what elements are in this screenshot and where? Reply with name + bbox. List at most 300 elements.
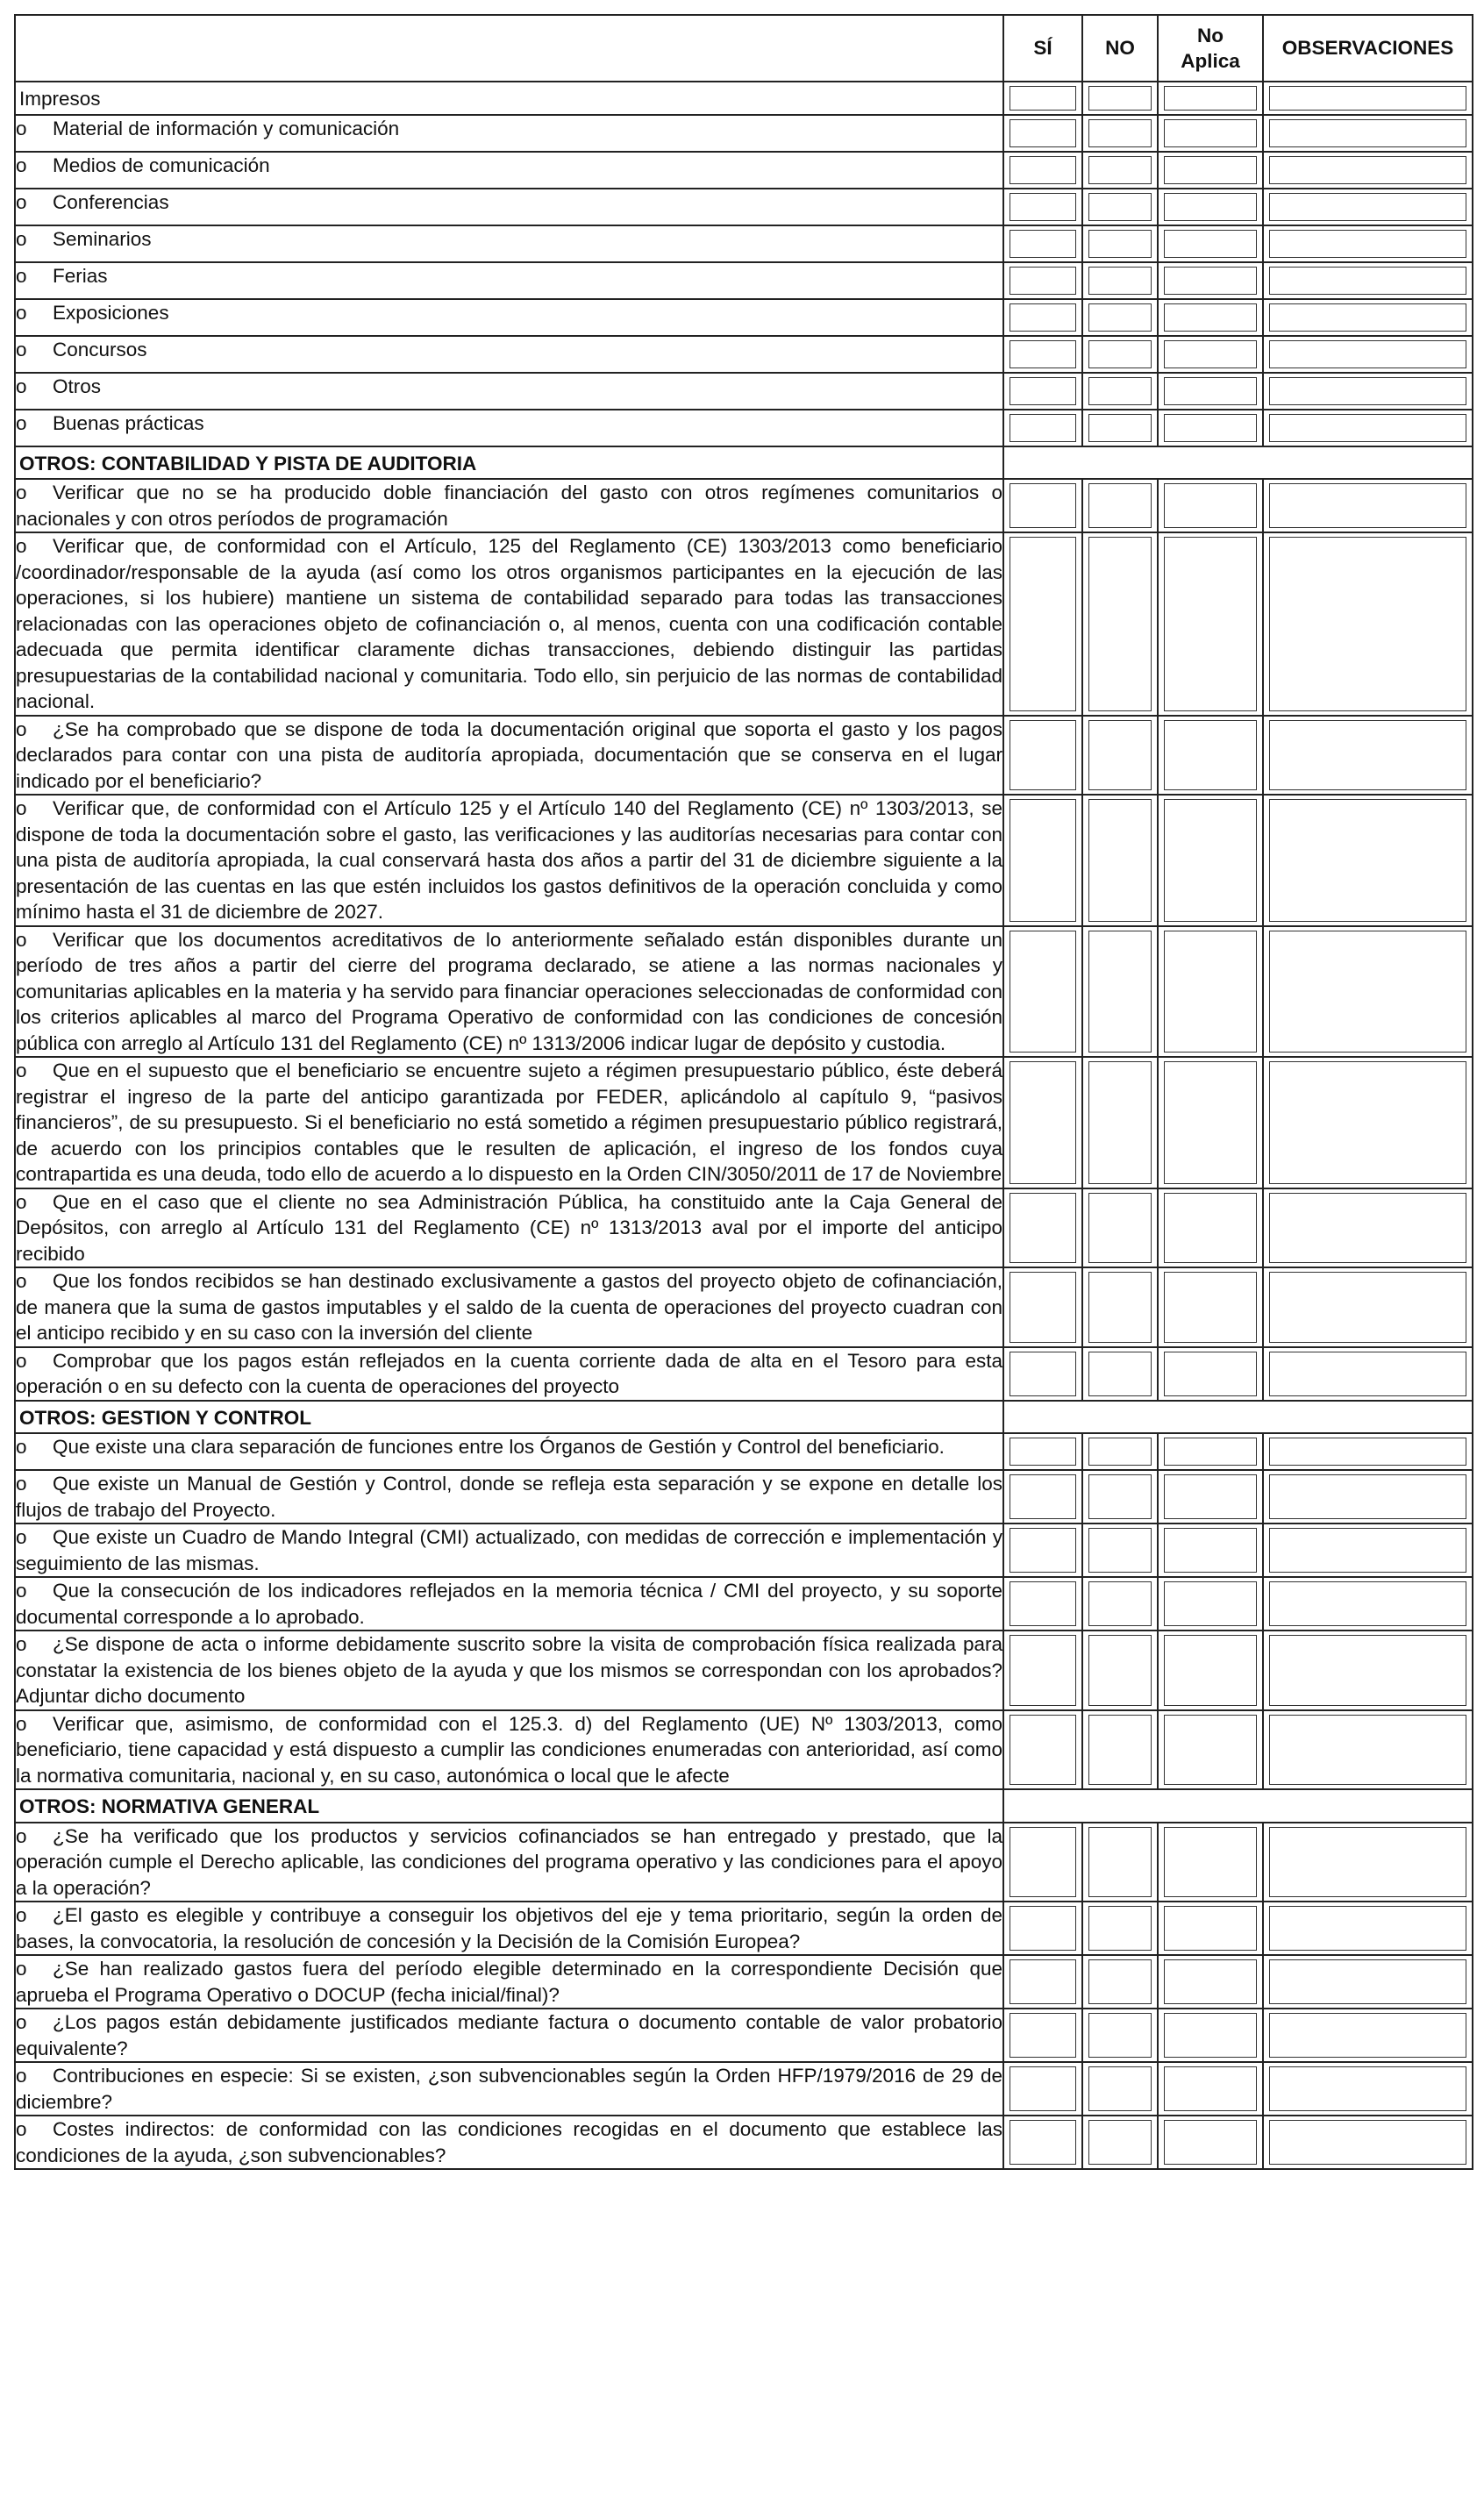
checklist-item-text: Que la consecución de los indicadores reflejados en la memoria técnica / CMI del proyecto, y su soporte documental corresponde a lo aprobado. (16, 1580, 1002, 1628)
answer-box-no[interactable] (1088, 1272, 1152, 1343)
answer-box-si[interactable] (1010, 119, 1076, 147)
answer-box-obs[interactable] (1269, 193, 1466, 221)
answer-cell-obs[interactable] (1263, 716, 1473, 796)
answer-cell-na[interactable] (1158, 299, 1263, 336)
bullet-icon: o (16, 190, 27, 213)
answer-cell-si[interactable] (1003, 1524, 1082, 1577)
answer-cell-no[interactable] (1082, 1433, 1158, 1470)
answer-box-no[interactable] (1088, 1635, 1152, 1706)
answer-box-obs[interactable] (1269, 1474, 1466, 1519)
answer-box-si[interactable] (1010, 156, 1076, 184)
answer-cell-obs[interactable] (1263, 1577, 1473, 1631)
answer-box-si[interactable] (1010, 2120, 1076, 2165)
answer-cell-si[interactable] (1003, 299, 1082, 336)
answer-box-obs[interactable] (1269, 2120, 1466, 2165)
answer-box-obs[interactable] (1269, 1827, 1466, 1898)
answer-cell-obs[interactable] (1263, 152, 1473, 189)
answer-box-si[interactable] (1010, 2013, 1076, 2058)
bullet-icon: o (16, 153, 27, 176)
answer-cell-na[interactable] (1158, 926, 1263, 1058)
answer-box-no[interactable] (1088, 1959, 1152, 2004)
answer-cell-no[interactable] (1082, 1267, 1158, 1347)
checklist-item-text: Verificar que, de conformidad con el Artículo 125 y el Artículo 140 del Reglamento (CE) nº 1303/2013, se dispone de toda la documentación sobre el gasto, las verificaciones y las auditorías necesarias para contar con una pista de auditoría apropiada, la cual conservará hasta dos años a partir del 31 de diciembre siguiente a la presentación de las cuentas en las que estén incluidos los gastos definitivos de la operación concluida y como mínimo hasta el 31 de diciembre de 2027. (16, 797, 1002, 923)
answer-cell-na[interactable] (1158, 479, 1263, 532)
answer-box-obs[interactable] (1269, 1438, 1466, 1466)
answer-box-obs[interactable] (1269, 303, 1466, 332)
checklist-item-text-cell (15, 1188, 1003, 1268)
checklist-item-text-cell (15, 1631, 1003, 1710)
answer-box-na[interactable] (1164, 1635, 1257, 1706)
bullet-icon: o (16, 338, 27, 360)
answer-box-no[interactable] (1088, 1474, 1152, 1519)
answer-cell-na[interactable] (1158, 2009, 1263, 2062)
answer-box-no[interactable] (1088, 303, 1152, 332)
answer-cell-no[interactable] (1082, 410, 1158, 446)
answer-cell-no[interactable] (1082, 1902, 1158, 1955)
answer-box-obs[interactable] (1269, 86, 1466, 111)
answer-cell-obs[interactable] (1263, 225, 1473, 262)
answer-cell-no[interactable] (1082, 2062, 1158, 2116)
answer-cell-no[interactable] (1082, 1823, 1158, 1902)
answer-cell-si[interactable] (1003, 115, 1082, 152)
answer-box-no[interactable] (1088, 483, 1152, 528)
answer-box-si[interactable] (1010, 377, 1076, 405)
answer-cell-no[interactable] (1082, 1188, 1158, 1268)
answer-cell-no[interactable] (1082, 115, 1158, 152)
answer-cell-si[interactable] (1003, 2062, 1082, 2116)
answer-box-na[interactable] (1164, 1272, 1257, 1343)
answer-cell-no[interactable] (1082, 189, 1158, 225)
answer-box-na[interactable] (1164, 1715, 1257, 1786)
checklist-item-text: ¿Se ha verificado que los productos y servicios cofinanciados se han entregado y prestado, que la operación cumple el Derecho aplicable, las condiciones del programa operativo y las condiciones para el apoyo a la operación? (16, 1824, 1002, 1899)
answer-cell-obs[interactable] (1263, 2116, 1473, 2169)
answer-cell-obs[interactable] (1263, 262, 1473, 299)
checklist-item-text-cell (15, 336, 1003, 373)
answer-box-obs[interactable] (1269, 377, 1466, 405)
answer-cell-si[interactable] (1003, 2009, 1082, 2062)
answer-box-obs[interactable] (1269, 340, 1466, 368)
bullet-icon: o (16, 1190, 27, 1213)
answer-cell-obs[interactable] (1263, 373, 1473, 410)
answer-cell-obs[interactable] (1263, 1955, 1473, 2009)
answer-box-no[interactable] (1088, 1438, 1152, 1466)
answer-cell-obs[interactable] (1263, 1823, 1473, 1902)
answer-box-no[interactable] (1088, 2120, 1152, 2165)
answer-box-no[interactable] (1088, 720, 1152, 791)
checklist-item-row (15, 336, 1473, 373)
checklist-item-row (15, 373, 1473, 410)
answer-cell-obs[interactable] (1263, 1267, 1473, 1347)
answer-cell-no[interactable] (1082, 795, 1158, 926)
answer-cell-no[interactable] (1082, 82, 1158, 115)
answer-cell-no[interactable] (1082, 479, 1158, 532)
answer-box-na[interactable] (1164, 1061, 1257, 1184)
answer-box-obs[interactable] (1269, 1352, 1466, 1396)
answer-box-obs[interactable] (1269, 1193, 1466, 1264)
answer-box-si[interactable] (1010, 1438, 1076, 1466)
answer-box-si[interactable] (1010, 720, 1076, 791)
answer-box-obs[interactable] (1269, 720, 1466, 791)
answer-box-obs[interactable] (1269, 483, 1466, 528)
answer-cell-obs[interactable] (1263, 1710, 1473, 1790)
answer-box-si[interactable] (1010, 1061, 1076, 1184)
answer-box-na[interactable] (1164, 156, 1257, 184)
answer-cell-na[interactable] (1158, 225, 1263, 262)
checklist-item-text: ¿El gasto es elegible y contribuye a conseguir los objetivos del eje y tema prioritario, según la orden de bases, la convocatoria, la resolución de concesión y la Decisión de la Comisión Europea? (16, 1904, 1002, 1952)
answer-cell-na[interactable] (1158, 1577, 1263, 1631)
answer-box-na[interactable] (1164, 2013, 1257, 2058)
answer-box-si[interactable] (1010, 193, 1076, 221)
answer-cell-na[interactable] (1158, 1267, 1263, 1347)
answer-box-si[interactable] (1010, 1906, 1076, 1951)
answer-cell-no[interactable] (1082, 1347, 1158, 1401)
answer-box-no[interactable] (1088, 799, 1152, 922)
answer-box-no[interactable] (1088, 193, 1152, 221)
checklist-item-text: Contribuciones en especie: Si se existen, ¿son subvencionables según la Orden HFP/1979/2016 de 29 de diciembre? (16, 2065, 1002, 2113)
answer-box-no[interactable] (1088, 1193, 1152, 1264)
answer-box-si[interactable] (1010, 1635, 1076, 1706)
answer-cell-si[interactable] (1003, 410, 1082, 446)
answer-box-obs[interactable] (1269, 230, 1466, 258)
answer-cell-obs[interactable] (1263, 479, 1473, 532)
answer-cell-si[interactable] (1003, 1631, 1082, 1710)
answer-cell-obs[interactable] (1263, 299, 1473, 336)
answer-box-si[interactable] (1010, 1193, 1076, 1264)
answer-cell-si[interactable] (1003, 1267, 1082, 1347)
answer-cell-no[interactable] (1082, 299, 1158, 336)
answer-cell-no[interactable] (1082, 2116, 1158, 2169)
answer-cell-si[interactable] (1003, 1955, 1082, 2009)
answer-cell-na[interactable] (1158, 1631, 1263, 1710)
answer-box-si[interactable] (1010, 1474, 1076, 1519)
answer-cell-obs[interactable] (1263, 1347, 1473, 1401)
answer-cell-si[interactable] (1003, 716, 1082, 796)
answer-cell-na[interactable] (1158, 1524, 1263, 1577)
answer-box-na[interactable] (1164, 1906, 1257, 1951)
answer-box-na[interactable] (1164, 86, 1257, 111)
answer-box-si[interactable] (1010, 303, 1076, 332)
answer-box-si[interactable] (1010, 2066, 1076, 2111)
answer-cell-si[interactable] (1003, 532, 1082, 716)
answer-box-na[interactable] (1164, 1193, 1257, 1264)
answer-box-si[interactable] (1010, 1272, 1076, 1343)
answer-box-si[interactable] (1010, 1959, 1076, 2004)
checklist-item-text: ¿Se dispone de acta o informe debidamente suscrito sobre la visita de comprobación física realizada para constatar la existencia de los bienes objeto de la ayuda y que los mismos se correspondan con los aprobados? Adjuntar dicho documento (16, 1633, 1002, 1707)
answer-cell-na[interactable] (1158, 1057, 1263, 1188)
answer-box-no[interactable] (1088, 2013, 1152, 2058)
answer-cell-na[interactable] (1158, 1823, 1263, 1902)
checklist-item-row (15, 1955, 1473, 2009)
checklist-page (14, 14, 1472, 2170)
answer-cell-obs[interactable] (1263, 1188, 1473, 1268)
answer-cell-na[interactable] (1158, 2116, 1263, 2169)
answer-cell-na[interactable] (1158, 1188, 1263, 1268)
answer-box-na[interactable] (1164, 2120, 1257, 2165)
answer-box-obs[interactable] (1269, 1061, 1466, 1184)
answer-box-na[interactable] (1164, 303, 1257, 332)
answer-box-no[interactable] (1088, 119, 1152, 147)
header-si: SÍ (1003, 15, 1082, 82)
answer-box-si[interactable] (1010, 931, 1076, 1053)
answer-box-na[interactable] (1164, 1474, 1257, 1519)
answer-box-no[interactable] (1088, 1827, 1152, 1898)
answer-cell-si[interactable] (1003, 152, 1082, 189)
answer-box-na[interactable] (1164, 931, 1257, 1053)
answer-cell-no[interactable] (1082, 926, 1158, 1058)
answer-box-no[interactable] (1088, 267, 1152, 295)
answer-box-obs[interactable] (1269, 156, 1466, 184)
answer-cell-obs[interactable] (1263, 1470, 1473, 1524)
answer-cell-na[interactable] (1158, 1433, 1263, 1470)
answer-cell-no[interactable] (1082, 1524, 1158, 1577)
checklist-item-text: Conferencias (53, 190, 169, 213)
answer-cell-obs[interactable] (1263, 1902, 1473, 1955)
checklist-item-row (15, 716, 1473, 796)
answer-box-na[interactable] (1164, 193, 1257, 221)
checklist-item-text: Que en el caso que el cliente no sea Administración Pública, ha constituido ante la Caja General de Depósitos, con arreglo al Artículo 131 del Reglamento (CE) nº 1313/2013 aval por el importe del anticipo recibido (16, 1190, 1002, 1265)
header-no-aplica-line1: No (1197, 24, 1224, 46)
checklist-item-row (15, 1188, 1473, 1268)
answer-box-no[interactable] (1088, 1715, 1152, 1786)
answer-cell-obs[interactable] (1263, 82, 1473, 115)
answer-cell-obs[interactable] (1263, 1057, 1473, 1188)
answer-cell-na[interactable] (1158, 373, 1263, 410)
answer-box-obs[interactable] (1269, 1581, 1466, 1626)
answer-box-obs[interactable] (1269, 1635, 1466, 1706)
answer-cell-si[interactable] (1003, 1823, 1082, 1902)
answer-box-obs[interactable] (1269, 2013, 1466, 2058)
answer-box-na[interactable] (1164, 414, 1257, 442)
answer-cell-no[interactable] (1082, 1710, 1158, 1790)
checklist-item-row (15, 1577, 1473, 1631)
answer-cell-no[interactable] (1082, 2009, 1158, 2062)
bullet-icon: o (16, 2118, 27, 2140)
answer-cell-obs[interactable] (1263, 336, 1473, 373)
answer-cell-na[interactable] (1158, 410, 1263, 446)
answer-box-na[interactable] (1164, 483, 1257, 528)
answer-box-si[interactable] (1010, 483, 1076, 528)
checklist-item-text: Verificar que, asimismo, de conformidad con el 125.3. d) del Reglamento (UE) Nº 1303/2013, como beneficiario, tiene capacidad y está dispuesto a cumplir las condiciones enumeradas con anterioridad, así como la normativa comunitaria, nacional y, en su caso, autonómica o local que le afecte (16, 1712, 1002, 1787)
section-fill-cell (1003, 1401, 1473, 1434)
answer-box-na[interactable] (1164, 1438, 1257, 1466)
answer-box-obs[interactable] (1269, 1272, 1466, 1343)
answer-cell-na[interactable] (1158, 795, 1263, 926)
bullet-icon: o (16, 227, 27, 250)
answer-box-na[interactable] (1164, 720, 1257, 791)
answer-box-no[interactable] (1088, 1352, 1152, 1396)
answer-box-obs[interactable] (1269, 1959, 1466, 2004)
answer-box-na[interactable] (1164, 1959, 1257, 2004)
answer-cell-si[interactable] (1003, 262, 1082, 299)
answer-cell-na[interactable] (1158, 1710, 1263, 1790)
answer-box-na[interactable] (1164, 340, 1257, 368)
checklist-item-text: Que existe una clara separación de funciones entre los Órganos de Gestión y Control del beneficiario. (53, 1436, 945, 1458)
answer-box-si[interactable] (1010, 267, 1076, 295)
answer-cell-si[interactable] (1003, 82, 1082, 115)
answer-box-no[interactable] (1088, 1528, 1152, 1573)
answer-cell-no[interactable] (1082, 152, 1158, 189)
answer-box-si[interactable] (1010, 1715, 1076, 1786)
bullet-icon: o (16, 797, 27, 819)
answer-box-obs[interactable] (1269, 414, 1466, 442)
checklist-item-text-cell (15, 410, 1003, 446)
answer-cell-na[interactable] (1158, 532, 1263, 716)
bullet-icon: o (16, 301, 27, 324)
answer-cell-obs[interactable] (1263, 2009, 1473, 2062)
answer-box-no[interactable] (1088, 1581, 1152, 1626)
answer-box-obs[interactable] (1269, 537, 1466, 711)
answer-cell-na[interactable] (1158, 189, 1263, 225)
answer-box-no[interactable] (1088, 931, 1152, 1053)
answer-cell-obs[interactable] (1263, 115, 1473, 152)
answer-cell-no[interactable] (1082, 716, 1158, 796)
checklist-item-text-cell (15, 189, 1003, 225)
section-title: OTROS: GESTION Y CONTROL (15, 1401, 1003, 1434)
answer-cell-si[interactable] (1003, 479, 1082, 532)
checklist-item-text-cell (15, 152, 1003, 189)
answer-cell-na[interactable] (1158, 1902, 1263, 1955)
answer-cell-na[interactable] (1158, 336, 1263, 373)
answer-cell-na[interactable] (1158, 152, 1263, 189)
table-header-row (15, 15, 1473, 82)
answer-cell-si[interactable] (1003, 1470, 1082, 1524)
answer-box-obs[interactable] (1269, 1906, 1466, 1951)
answer-box-no[interactable] (1088, 2066, 1152, 2111)
answer-cell-si[interactable] (1003, 225, 1082, 262)
bullet-icon: o (16, 1436, 27, 1458)
answer-cell-na[interactable] (1158, 82, 1263, 115)
answer-cell-no[interactable] (1082, 1577, 1158, 1631)
answer-box-na[interactable] (1164, 799, 1257, 922)
answer-cell-obs[interactable] (1263, 1524, 1473, 1577)
answer-cell-obs[interactable] (1263, 1433, 1473, 1470)
checklist-item-text: Otros (53, 375, 102, 397)
answer-box-no[interactable] (1088, 86, 1152, 111)
answer-box-si[interactable] (1010, 414, 1076, 442)
answer-box-si[interactable] (1010, 537, 1076, 711)
answer-box-na[interactable] (1164, 267, 1257, 295)
checklist-item-text: Seminarios (53, 227, 152, 250)
answer-box-no[interactable] (1088, 1906, 1152, 1951)
answer-cell-si[interactable] (1003, 1710, 1082, 1790)
answer-box-obs[interactable] (1269, 1528, 1466, 1573)
checklist-item-text-cell (15, 373, 1003, 410)
answer-cell-si[interactable] (1003, 926, 1082, 1058)
answer-box-obs[interactable] (1269, 267, 1466, 295)
answer-cell-no[interactable] (1082, 1631, 1158, 1710)
answer-box-no[interactable] (1088, 414, 1152, 442)
answer-cell-no[interactable] (1082, 262, 1158, 299)
checklist-item-row (15, 479, 1473, 532)
answer-cell-si[interactable] (1003, 1188, 1082, 1268)
answer-cell-na[interactable] (1158, 1955, 1263, 2009)
answer-cell-si[interactable] (1003, 1433, 1082, 1470)
answer-cell-no[interactable] (1082, 225, 1158, 262)
answer-cell-no[interactable] (1082, 373, 1158, 410)
answer-box-na[interactable] (1164, 1581, 1257, 1626)
answer-cell-obs[interactable] (1263, 532, 1473, 716)
checklist-item-text: Que existe un Cuadro de Mando Integral (CMI) actualizado, con medidas de corrección e implementación y seguimiento de las mismas. (16, 1526, 1002, 1574)
answer-cell-si[interactable] (1003, 2116, 1082, 2169)
answer-cell-no[interactable] (1082, 1470, 1158, 1524)
answer-cell-obs[interactable] (1263, 410, 1473, 446)
answer-box-na[interactable] (1164, 377, 1257, 405)
answer-box-na[interactable] (1164, 230, 1257, 258)
checklist-item-row (15, 299, 1473, 336)
answer-box-si[interactable] (1010, 1352, 1076, 1396)
answer-cell-na[interactable] (1158, 1347, 1263, 1401)
answer-box-no[interactable] (1088, 377, 1152, 405)
answer-cell-obs[interactable] (1263, 795, 1473, 926)
answer-box-obs[interactable] (1269, 2066, 1466, 2111)
answer-box-obs[interactable] (1269, 119, 1466, 147)
checklist-item-text: Que existe un Manual de Gestión y Control, donde se refleja esta separación y se expone en detalle los flujos de trabajo del Proyecto. (16, 1473, 1002, 1521)
answer-cell-obs[interactable] (1263, 189, 1473, 225)
answer-cell-na[interactable] (1158, 716, 1263, 796)
answer-cell-si[interactable] (1003, 189, 1082, 225)
answer-box-obs[interactable] (1269, 1715, 1466, 1786)
answer-box-no[interactable] (1088, 537, 1152, 711)
bullet-icon: o (16, 1270, 27, 1292)
answer-cell-si[interactable] (1003, 795, 1082, 926)
answer-cell-no[interactable] (1082, 532, 1158, 716)
answer-cell-no[interactable] (1082, 1057, 1158, 1188)
answer-cell-no[interactable] (1082, 336, 1158, 373)
checklist-item-row (15, 1902, 1473, 1955)
answer-cell-na[interactable] (1158, 1470, 1263, 1524)
answer-box-si[interactable] (1010, 799, 1076, 922)
answer-box-na[interactable] (1164, 1827, 1257, 1898)
answer-box-na[interactable] (1164, 2066, 1257, 2111)
answer-box-obs[interactable] (1269, 931, 1466, 1053)
answer-box-na[interactable] (1164, 1352, 1257, 1396)
bullet-icon: o (16, 1349, 27, 1372)
checklist-item-row (15, 115, 1473, 152)
answer-cell-si[interactable] (1003, 1347, 1082, 1401)
answer-box-no[interactable] (1088, 340, 1152, 368)
answer-box-na[interactable] (1164, 1528, 1257, 1573)
answer-box-na[interactable] (1164, 119, 1257, 147)
answer-cell-si[interactable] (1003, 1577, 1082, 1631)
answer-box-na[interactable] (1164, 537, 1257, 711)
answer-box-no[interactable] (1088, 1061, 1152, 1184)
answer-cell-na[interactable] (1158, 115, 1263, 152)
header-blank-cell (15, 15, 1003, 82)
answer-cell-no[interactable] (1082, 1955, 1158, 2009)
answer-cell-na[interactable] (1158, 2062, 1263, 2116)
checklist-item-row (15, 152, 1473, 189)
answer-cell-na[interactable] (1158, 262, 1263, 299)
answer-cell-si[interactable] (1003, 373, 1082, 410)
answer-cell-si[interactable] (1003, 1057, 1082, 1188)
answer-box-si[interactable] (1010, 1528, 1076, 1573)
answer-cell-obs[interactable] (1263, 1631, 1473, 1710)
answer-box-si[interactable] (1010, 230, 1076, 258)
answer-box-si[interactable] (1010, 340, 1076, 368)
answer-cell-obs[interactable] (1263, 2062, 1473, 2116)
answer-cell-si[interactable] (1003, 336, 1082, 373)
answer-box-obs[interactable] (1269, 799, 1466, 922)
answer-box-no[interactable] (1088, 156, 1152, 184)
answer-box-si[interactable] (1010, 1581, 1076, 1626)
answer-cell-obs[interactable] (1263, 926, 1473, 1058)
answer-box-si[interactable] (1010, 86, 1076, 111)
answer-box-si[interactable] (1010, 1827, 1076, 1898)
answer-box-no[interactable] (1088, 230, 1152, 258)
bullet-icon: o (16, 1633, 27, 1655)
answer-cell-si[interactable] (1003, 1902, 1082, 1955)
checklist-item-text-cell (15, 115, 1003, 152)
